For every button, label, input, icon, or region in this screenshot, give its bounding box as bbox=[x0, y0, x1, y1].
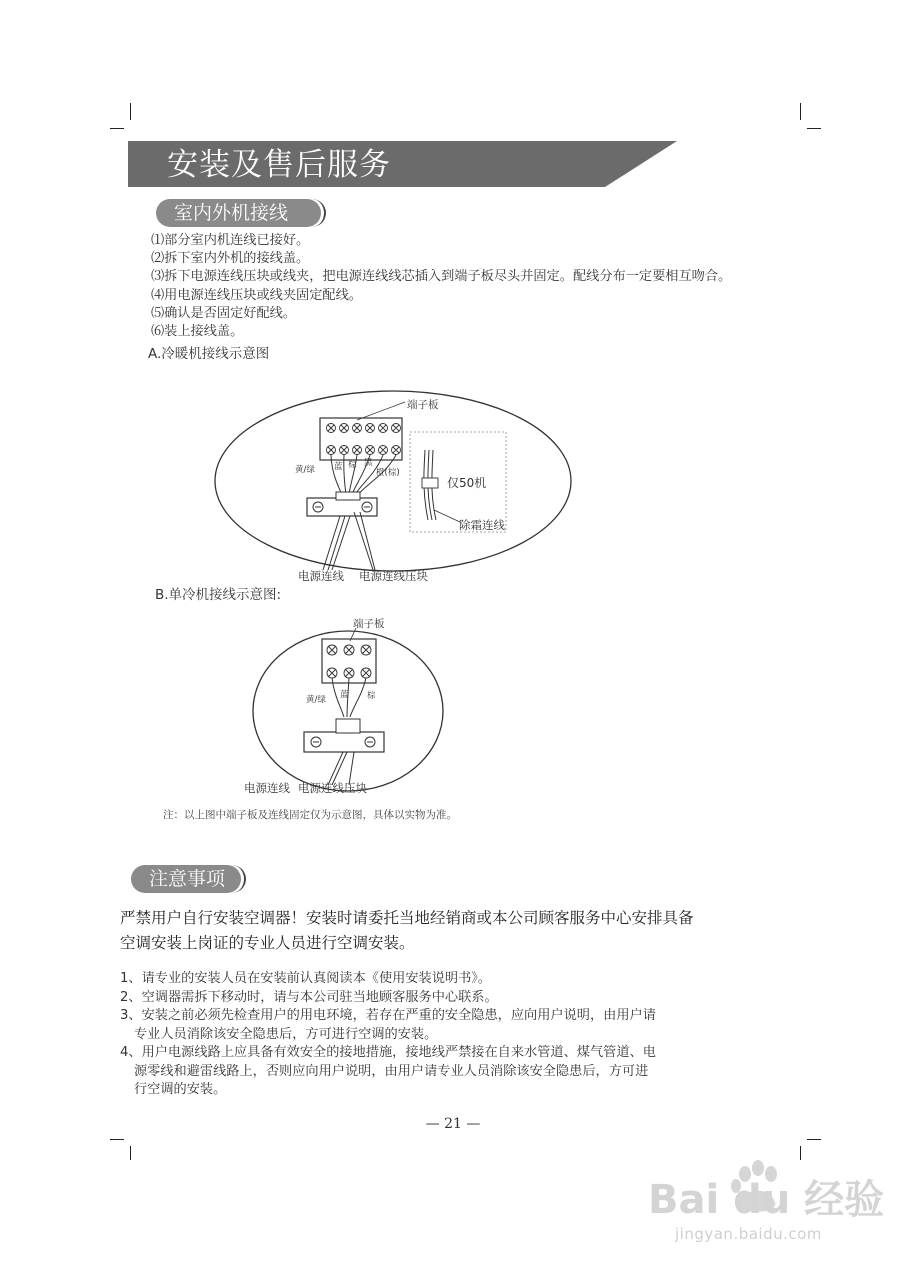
terminal-label-a: 端子板 bbox=[407, 399, 439, 411]
wire-label: 棕 bbox=[367, 691, 376, 701]
crop-mark bbox=[110, 1139, 124, 1140]
warning-line: 空调安装上岗证的专业人员进行空调安装。 bbox=[120, 934, 415, 952]
rule-line: 2、空调器需拆下移动时，请与本公司驻当地顾客服务中心联系。 bbox=[120, 989, 498, 1005]
step-item: ⑹装上接线盖。 bbox=[151, 324, 244, 340]
crop-mark bbox=[110, 128, 124, 129]
clamp-label-a: 电源连线压块 bbox=[359, 569, 428, 583]
rule-item bbox=[120, 970, 780, 989]
crop-mark bbox=[807, 1139, 821, 1140]
defrost-label: 除霜连线 bbox=[459, 518, 505, 532]
crop-mark bbox=[130, 1146, 131, 1160]
rule-line: 行空调的安装。 bbox=[134, 1082, 227, 1097]
page-title: 安装及售后服务 bbox=[167, 147, 391, 183]
diagram-note: 注：以上图中端子板及连线固定仅为示意图，具体以实物为准。 bbox=[163, 809, 457, 821]
wire-label: 棕 bbox=[348, 460, 357, 470]
warning-paragraph bbox=[120, 906, 820, 956]
section-heading-notes bbox=[131, 865, 241, 893]
section-heading-wiring bbox=[156, 199, 321, 227]
power-cable-label-b: 电源连线 bbox=[244, 781, 290, 795]
diagram-a bbox=[210, 380, 602, 580]
diagram-b-caption: B.单冷机接线示意图: bbox=[155, 587, 282, 603]
wire-label: 黑 bbox=[364, 458, 373, 468]
rules-list bbox=[120, 970, 780, 1100]
step-item: ⑶拆下电源连线压块或线夹，把电源连线线芯插入到端子板尽头并固定。配线分布一定要相互吻合。 bbox=[151, 269, 732, 285]
terminal-label-b: 端子板 bbox=[353, 618, 385, 630]
step-item: ⑸确认是否固定好配线。 bbox=[151, 305, 297, 321]
power-cable-label-a: 电源连线 bbox=[298, 569, 344, 583]
clamp-label-b: 电源连线压块 bbox=[298, 781, 367, 795]
rule-item bbox=[120, 989, 780, 1008]
section-heading-label: 注意事项 bbox=[149, 868, 226, 890]
rule-line: 源零线和避雷线路上，否则应向用户说明，由用户请专业人员消除该安全隐患后，方可进 bbox=[134, 1063, 649, 1079]
wire-label: 蓝 bbox=[340, 690, 349, 700]
diagram-b bbox=[250, 625, 450, 800]
rule-item bbox=[120, 1044, 780, 1100]
diagram-a-caption: A.冷暖机接线示意图 bbox=[148, 346, 270, 362]
section-heading-label: 室内外机接线 bbox=[174, 202, 289, 224]
step-item: ⑴部分室内机连线已接好。 bbox=[151, 233, 310, 248]
wire-label: 黄/绿 bbox=[306, 695, 326, 705]
crop-mark bbox=[130, 103, 131, 120]
rule-line: 1、请专业的安装人员在安装前认真阅读本《使用安装说明书》。 bbox=[120, 971, 492, 986]
step-item: ⑵拆下室内外机的接线盖。 bbox=[151, 251, 310, 267]
page-number: — 21 — bbox=[425, 1116, 481, 1132]
rule-line: 专业人员消除该安全隐患后，方可进行空调的安装。 bbox=[134, 1026, 438, 1042]
rule-line: 4、用户电源线路上应具备有效安全的接地措施，接地线严禁接在自来水管道、煤气管道、电 bbox=[120, 1045, 656, 1060]
watermark-logo-text: Bai du 经验 bbox=[648, 1177, 885, 1223]
rule-line: 3、安装之前必须先检查用户的用电环境，若存在严重的安全隐患，应向用户说明，由用户请 bbox=[120, 1008, 656, 1023]
wire-label: 蓝 bbox=[334, 462, 343, 472]
wiring-steps bbox=[151, 232, 731, 341]
rule-item bbox=[120, 1007, 780, 1044]
warning-line: 严禁用户自行安装空调器！安装时请委托当地经销商或本公司顾客服务中心安排具备 bbox=[120, 909, 694, 927]
step-item: ⑷用电源连线压块或线夹固定配线。 bbox=[151, 287, 362, 303]
watermark-url: jingyan.baidu.com bbox=[675, 1225, 822, 1243]
crop-mark bbox=[807, 128, 821, 129]
crop-mark bbox=[800, 103, 801, 120]
wire-label: 橙(棕) bbox=[376, 468, 400, 478]
only50-label: 仅50机 bbox=[447, 476, 487, 490]
wire-label: 黄/绿 bbox=[295, 465, 315, 475]
